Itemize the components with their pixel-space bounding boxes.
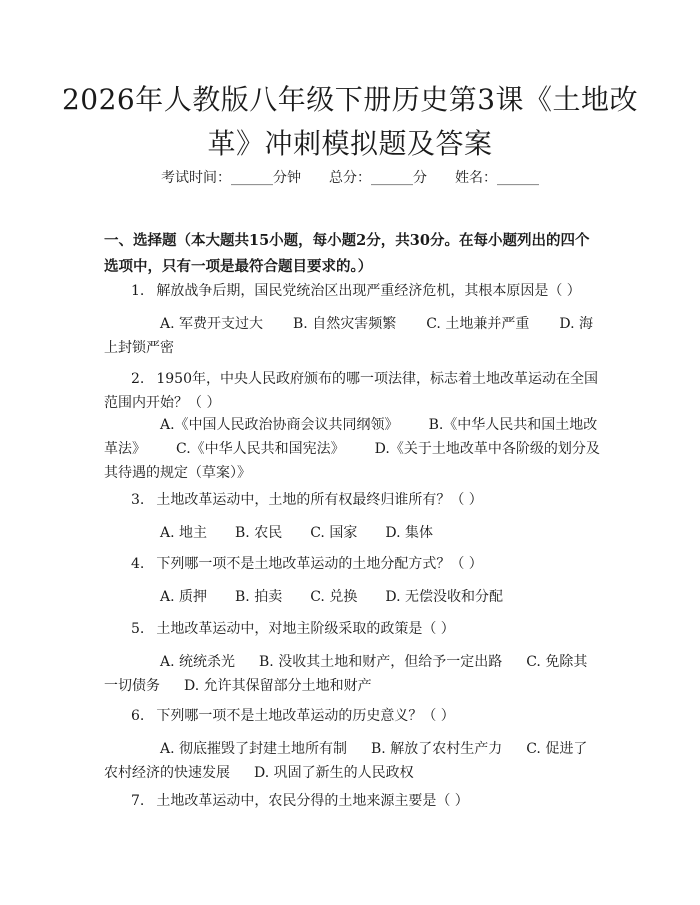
time-unit: 分钟 [273, 170, 301, 186]
option-d: D. 巩固了新生的人民政权 [254, 765, 414, 781]
option-a: A.《中国人民政治协商会议共同纲领》 [160, 417, 399, 433]
score-blank: ______ [371, 170, 413, 186]
option-b: B. 解放了农村生产力 [371, 741, 503, 757]
option-d: D. 集体 [385, 525, 433, 541]
question-number: 6. [131, 708, 145, 724]
question-6-options [104, 737, 600, 785]
option-c: C.《中华人民共和国宪法》 [176, 441, 345, 457]
option-c: C. 促进了农村经济的快速发展 [104, 741, 588, 781]
option-a: A. 军费开支过大 [160, 316, 264, 332]
exam-meta [0, 168, 700, 188]
question-5 [104, 617, 600, 641]
option-c: C. 土地兼并严重 [426, 316, 530, 332]
option-c: C. 免除其一切债务 [104, 654, 588, 694]
option-d: D. 无偿没收和分配 [385, 589, 503, 605]
question-4-options [104, 585, 600, 609]
question-text: 土地改革运动中，农民分得的土地来源主要是（ ） [156, 793, 469, 809]
name-blank: ______ [497, 170, 539, 186]
option-b: B. 自然灾害频繁 [293, 316, 397, 332]
page-title: 2026年人教版八年级下册历史第3课《土地改革》冲刺模拟题及答案 [61, 83, 639, 160]
question-3 [104, 488, 600, 512]
question-number: 3. [131, 492, 145, 508]
question-text: 1950年，中央人民政府颁布的哪一项法律，标志着土地改革运动在全国范围内开始？（ ） [104, 371, 598, 411]
score-unit: 分 [413, 170, 427, 186]
section-heading: 一、选择题（本大题共15小题，每小题2分，共30分。在每小题列出的四个选项中，只有一项是最符合题目要求的。） [104, 232, 590, 275]
option-c: C. 兑换 [310, 589, 358, 605]
question-4 [104, 552, 600, 576]
option-a: A. 统统杀光 [160, 654, 236, 670]
option-d: D.《关于土地改革中各阶级的划分及其待遇的规定（草案）》 [104, 441, 600, 481]
question-number: 4. [131, 556, 145, 572]
time-blank: ______ [231, 170, 273, 186]
score-label: 总分： [329, 170, 371, 186]
option-a: A. 彻底摧毁了封建土地所有制 [160, 741, 348, 757]
question-text: 解放战争后期，国民党统治区出现严重经济危机，其根本原因是（ ） [156, 283, 581, 299]
question-1 [104, 279, 600, 303]
option-d: D. 海上封锁严密 [104, 316, 593, 356]
question-number: 5. [131, 621, 145, 637]
time-label: 考试时间： [161, 170, 231, 186]
option-c: C. 国家 [310, 525, 358, 541]
question-2-options [104, 413, 600, 485]
question-6 [104, 704, 600, 728]
option-a: A. 地主 [160, 525, 208, 541]
question-number: 2. [131, 371, 145, 387]
question-1-options [104, 312, 600, 360]
question-5-options [104, 650, 600, 698]
question-text: 土地改革运动中，土地的所有权最终归谁所有？（ ） [156, 492, 483, 508]
name-label: 姓名： [455, 170, 497, 186]
question-number: 1. [131, 283, 145, 299]
question-text: 下列哪一项不是土地改革运动的土地分配方式？（ ） [156, 556, 483, 572]
question-2 [104, 367, 600, 415]
question-7 [104, 789, 600, 813]
question-text: 下列哪一项不是土地改革运动的历史意义？（ ） [156, 708, 455, 724]
option-a: A. 质押 [160, 589, 208, 605]
option-d: D. 允许其保留部分土地和财产 [184, 678, 372, 694]
option-b: B. 拍卖 [235, 589, 283, 605]
question-text: 土地改革运动中，对地主阶级采取的政策是（ ） [156, 621, 455, 637]
option-b: B.《中华人民共和国土地改革法》 [104, 417, 598, 457]
question-number: 7. [131, 793, 145, 809]
option-b: B. 农民 [235, 525, 283, 541]
option-b: B. 没收其土地和财产，但给予一定出路 [259, 654, 503, 670]
question-3-options [104, 521, 600, 545]
